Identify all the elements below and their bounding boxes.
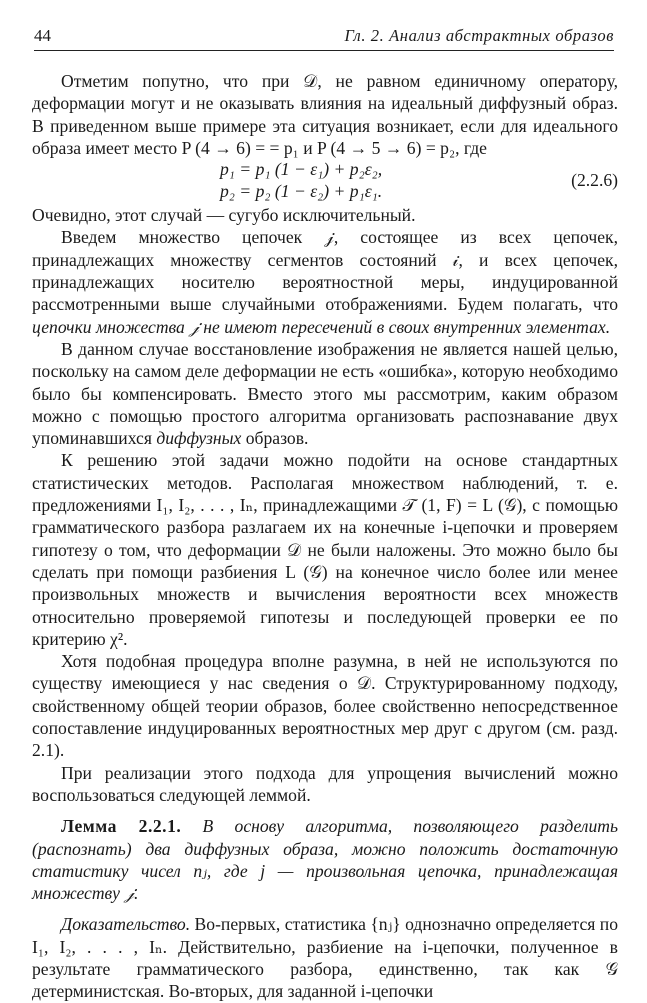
running-head: Гл. 2. Анализ абстрактных образов — [344, 26, 614, 45]
paragraph-5: К решению этой задачи можно подойти на основе стандартных статистических методов. Располагая множеством наблюдений, т. е. предложениями I₁, I₂, . . . , Iₙ, принадлежащими 𝒯 (1, F) = L (𝒢), с помощью грамматического разбора разлагаем их на конечные i-цепочки и проверяем гипотезу о том, что деформации 𝒟 не были наложены. Это можно было бы сделать при помощи разбиения L (𝒢) на конечное число более или менее произвольных множеств и вычисления вероятности всех множеств относительно проверяемой гипотезы и последующей проверки ее по критерию χ². — [32, 450, 618, 649]
paragraph-1: Отметим попутно, что при 𝒟, не равном единичному оператору, деформации могут и не оказывать влияния на идеальный диффузный образ. В приведенном выше примере эта ситуация возникает, если для идеального образа имеет место P (4 → 6) = = p₁ и P (4 → 5 → 6) = p₂, где — [32, 71, 618, 158]
paragraph-2: Очевидно, этот случай — сугубо исключительный. — [32, 205, 416, 226]
paragraph-3-text: Введем множество цепочек 𝒿, состоящее из всех цепочек, принадлежащих множеству сегментов состояний 𝒾, и всех цепочек, принадлежащих носителю вероятностной меры, индуцированной рассмотренными выше случайными отображениями. Будем полагать, что — [32, 227, 618, 315]
paragraph-3-emphasis: цепочки множества 𝒿 не имеют пересечений в своих внутренних элементах. — [32, 316, 611, 337]
lemma-2-2-1 — [32, 815, 618, 904]
paragraph-4-end: образов. — [241, 428, 309, 449]
paragraph-4-emphasis: диффузных — [156, 428, 242, 449]
equation-line-1: p₁ = p₁ (1 − ε₁) + p₂ε₂, — [220, 159, 383, 180]
page-body — [32, 70, 618, 1003]
paragraph-4-text: В данном случае восстановление изображения не является нашей целью, поскольку на самом деле деформации не есть «ошибка», которую необходимо было бы компенсировать. Вместо этого мы рассмотрим, каким образом можно с помощью простого алгоритма организовать распознавание двух упоминавшихся — [32, 338, 618, 449]
proof — [32, 913, 618, 1002]
paragraph-6: Хотя подобная процедура вполне разумна, в ней не используются по существу имеющиеся у нас сведения о 𝒟. Структурированному подходу, свойственному общей теории образов, более свойственно непосредственное сопоставление индуцированных вероятностных мер друг с другом (см. разд. 2.1). — [32, 651, 618, 761]
proof-label: Доказательство. — [61, 914, 191, 935]
paragraph-4 — [32, 338, 618, 449]
proof-text: Во-первых, статистика {nⱼ} однозначно определяется по I₁, I₂, . . . , Iₙ. Действительно, разбиение на i-цепочки, полученное в результате грамматического разбора, единственно, так как 𝒢 детерминистская. Во-вторых, для заданной i-цепочки — [32, 914, 618, 1002]
equation-number: (2.2.6) — [571, 170, 618, 191]
page-number: 44 — [34, 26, 51, 45]
equation-2-2-6 — [32, 159, 618, 204]
equation-line-2: p₂ = p₂ (1 − ε₂) + p₁ε₁. — [220, 181, 383, 202]
lemma-text: В основу алгоритма, позволяющего разделить (распознать) два диффузных образа, можно положить достаточную статистику чисел nⱼ, где j — произвольная цепочка, принадлежащая множеству 𝒿. — [32, 816, 618, 904]
paragraph-3 — [32, 226, 618, 337]
page-header — [34, 26, 614, 51]
paragraph-7: При реализации этого подхода для упрощения вычислений можно воспользоваться следующей леммой. — [32, 762, 618, 805]
lemma-label: Лемма 2.2.1. — [61, 816, 182, 837]
